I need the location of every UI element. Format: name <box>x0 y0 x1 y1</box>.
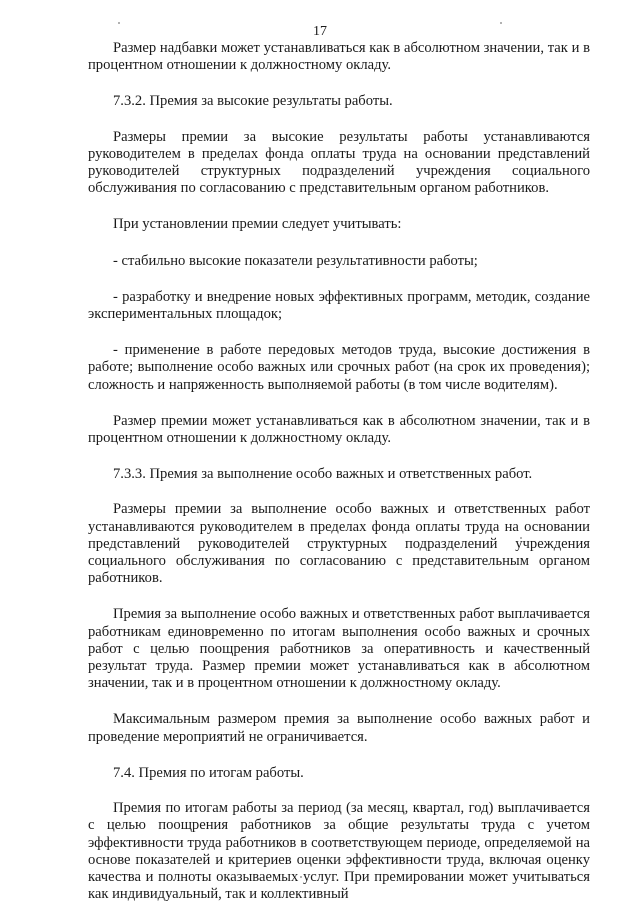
paragraph-bonus-high-results: Размеры премии за высокие результаты работы устанавливаются руководителем в пределах фонда оплаты труда на основании представлений руководителей структурных подразделений учреждения социального обслуживания по согласованию с представительным органом работников. <box>88 128 590 197</box>
list-item-advanced-methods: - применение в работе передовых методов труда, высокие достижения в работе; выполнение особо важных или срочных работ (на срок их проведения); сложность и напряженность выполняемой работы (в том числе водителям). <box>88 342 590 393</box>
paragraph-bonus-important-work-payment: Премия за выполнение особо важных и ответственных работ выплачивается работникам единовременно по итогам выполнения особо важных и срочных работ с целью поощрения работников за оперативность и качественный результат труда. Размер премии может устанавливаться как в абсолютном значении, так и в процентном отношении к должностному окладу. <box>88 606 590 692</box>
paragraph-allowance-size: Размер надбавки может устанавливаться как в абсолютном значении, так и в процентном отношении к должностному окладу. <box>88 40 590 74</box>
paragraph-bonus-considerations-intro: При установлении премии следует учитывать: <box>113 216 402 233</box>
list-item-stable-performance: - стабильно высокие показатели результативности работы; <box>113 252 478 269</box>
paragraph-bonus-period-results: Премия по итогам работы за период (за месяц, квартал, год) выплачивается с целью поощрения работников за общие результаты труда с учетом эффективности труда работников в соответствующем периоде, определяемой на основе показателей и критериев оценки эффективности труда, включая оценку качества и полноты оказываемых услуг. При премировании может учитываться как индивидуальный, так и коллективный <box>88 800 590 903</box>
section-heading-7-3-3: 7.3.3. Премия за выполнение особо важных и ответственных работ. <box>113 466 533 483</box>
paragraph-bonus-maximum: Максимальным размером премия за выполнение особо важных работ и проведение мероприятий не ограничивается. <box>88 711 590 745</box>
list-item-new-programs: - разработку и внедрение новых эффективных программ, методик, создание экспериментальных площадок; <box>88 288 590 323</box>
paragraph-bonus-size: Размер премии может устанавливаться как в абсолютном значении, так и в процентном отношении к должностному окладу. <box>88 412 590 447</box>
section-heading-7-3-2: 7.3.2. Премия за высокие результаты работы. <box>113 93 393 110</box>
section-heading-7-4: 7.4. Премия по итогам работы. <box>113 764 304 781</box>
page-number: 17 <box>313 24 327 39</box>
paragraph-bonus-important-work-sizes: Размеры премии за выполнение особо важных и ответственных работ устанавливаются руководителем в пределах фонда оплаты труда на основании представлений руководителей структурных подразделений учреждения социального обслуживания по согласованию с представительным органом работников. <box>88 501 590 587</box>
document-body <box>88 40 590 903</box>
